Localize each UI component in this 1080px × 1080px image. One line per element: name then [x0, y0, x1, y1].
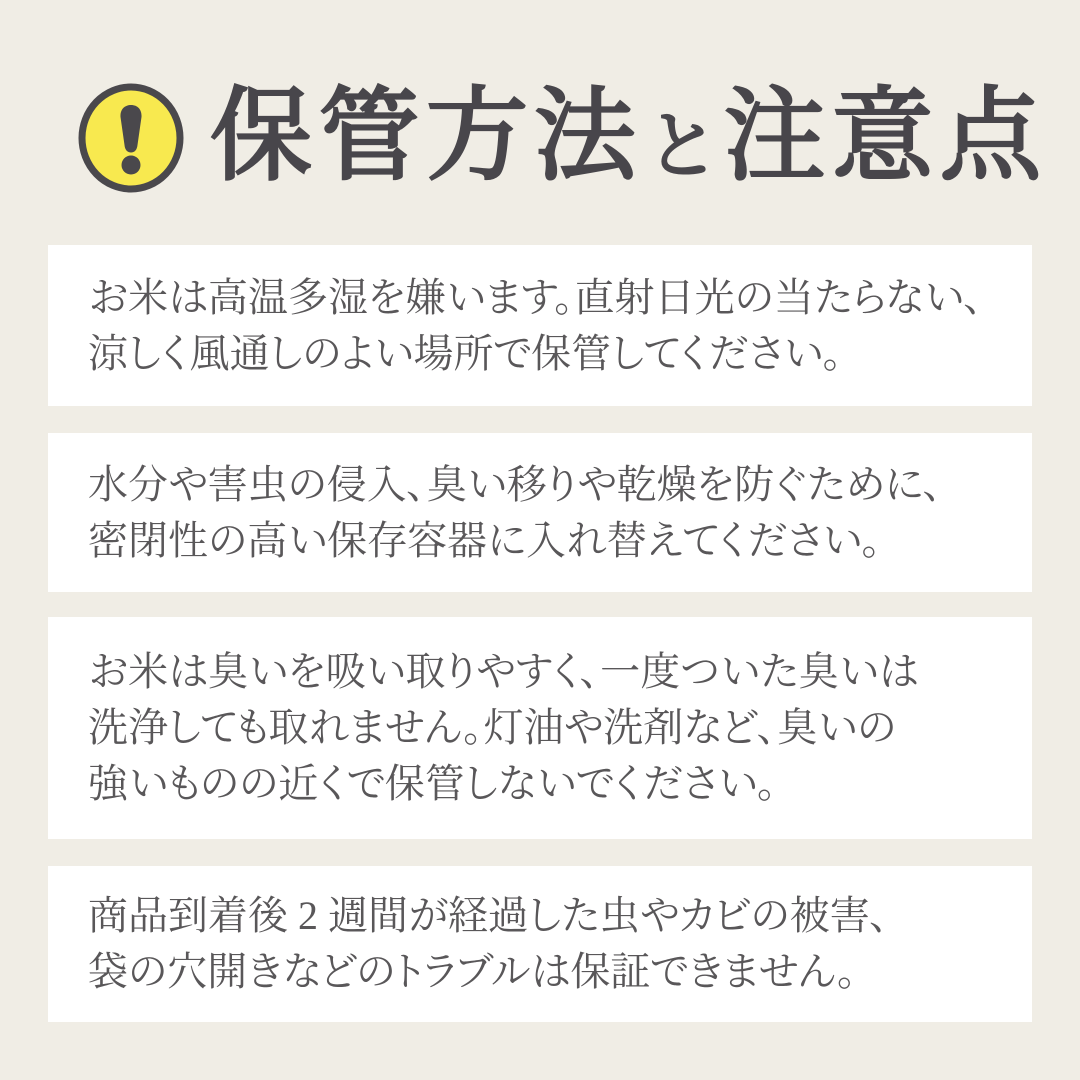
card-text-line: 商品到着後 2 週間が経過した虫やカビの被害、 [88, 893, 890, 938]
header [78, 80, 1048, 195]
card-odor-warning [48, 617, 1032, 839]
alert-exclamation-icon [78, 83, 184, 193]
card-text-line: 密閉性の高い保存容器に入れ替えてください。 [88, 517, 882, 563]
page-title-particle: と [646, 105, 720, 187]
card-text-line: 洗浄しても取れません。灯油や洗剤など、臭いの [88, 705, 897, 750]
card-text-line: 袋の穴開きなどのトラブルは保証できません。 [88, 949, 858, 994]
card-warranty-disclaimer [48, 866, 1032, 1022]
page-title-part2: 注意点 [723, 80, 1048, 194]
card-text-line: お米は高温多湿を嫌います。直射日光の当たらない、 [88, 274, 984, 320]
page-title-part1: 保管方法 [210, 80, 642, 194]
card-text-line: 涼しく風通しのよい場所で保管してください。 [88, 330, 844, 376]
card-text-line: 水分や害虫の侵入、臭い移りや乾燥を防ぐために、 [88, 461, 944, 507]
card-sealed-container [48, 433, 1032, 592]
card-storage-place [48, 245, 1032, 406]
card-text-line: 強いものの近くで保管しないでください。 [88, 761, 778, 806]
page-title [210, 80, 1048, 194]
card-text-line: お米は臭いを吸い取りやすく、一度ついた臭いは [88, 649, 919, 694]
